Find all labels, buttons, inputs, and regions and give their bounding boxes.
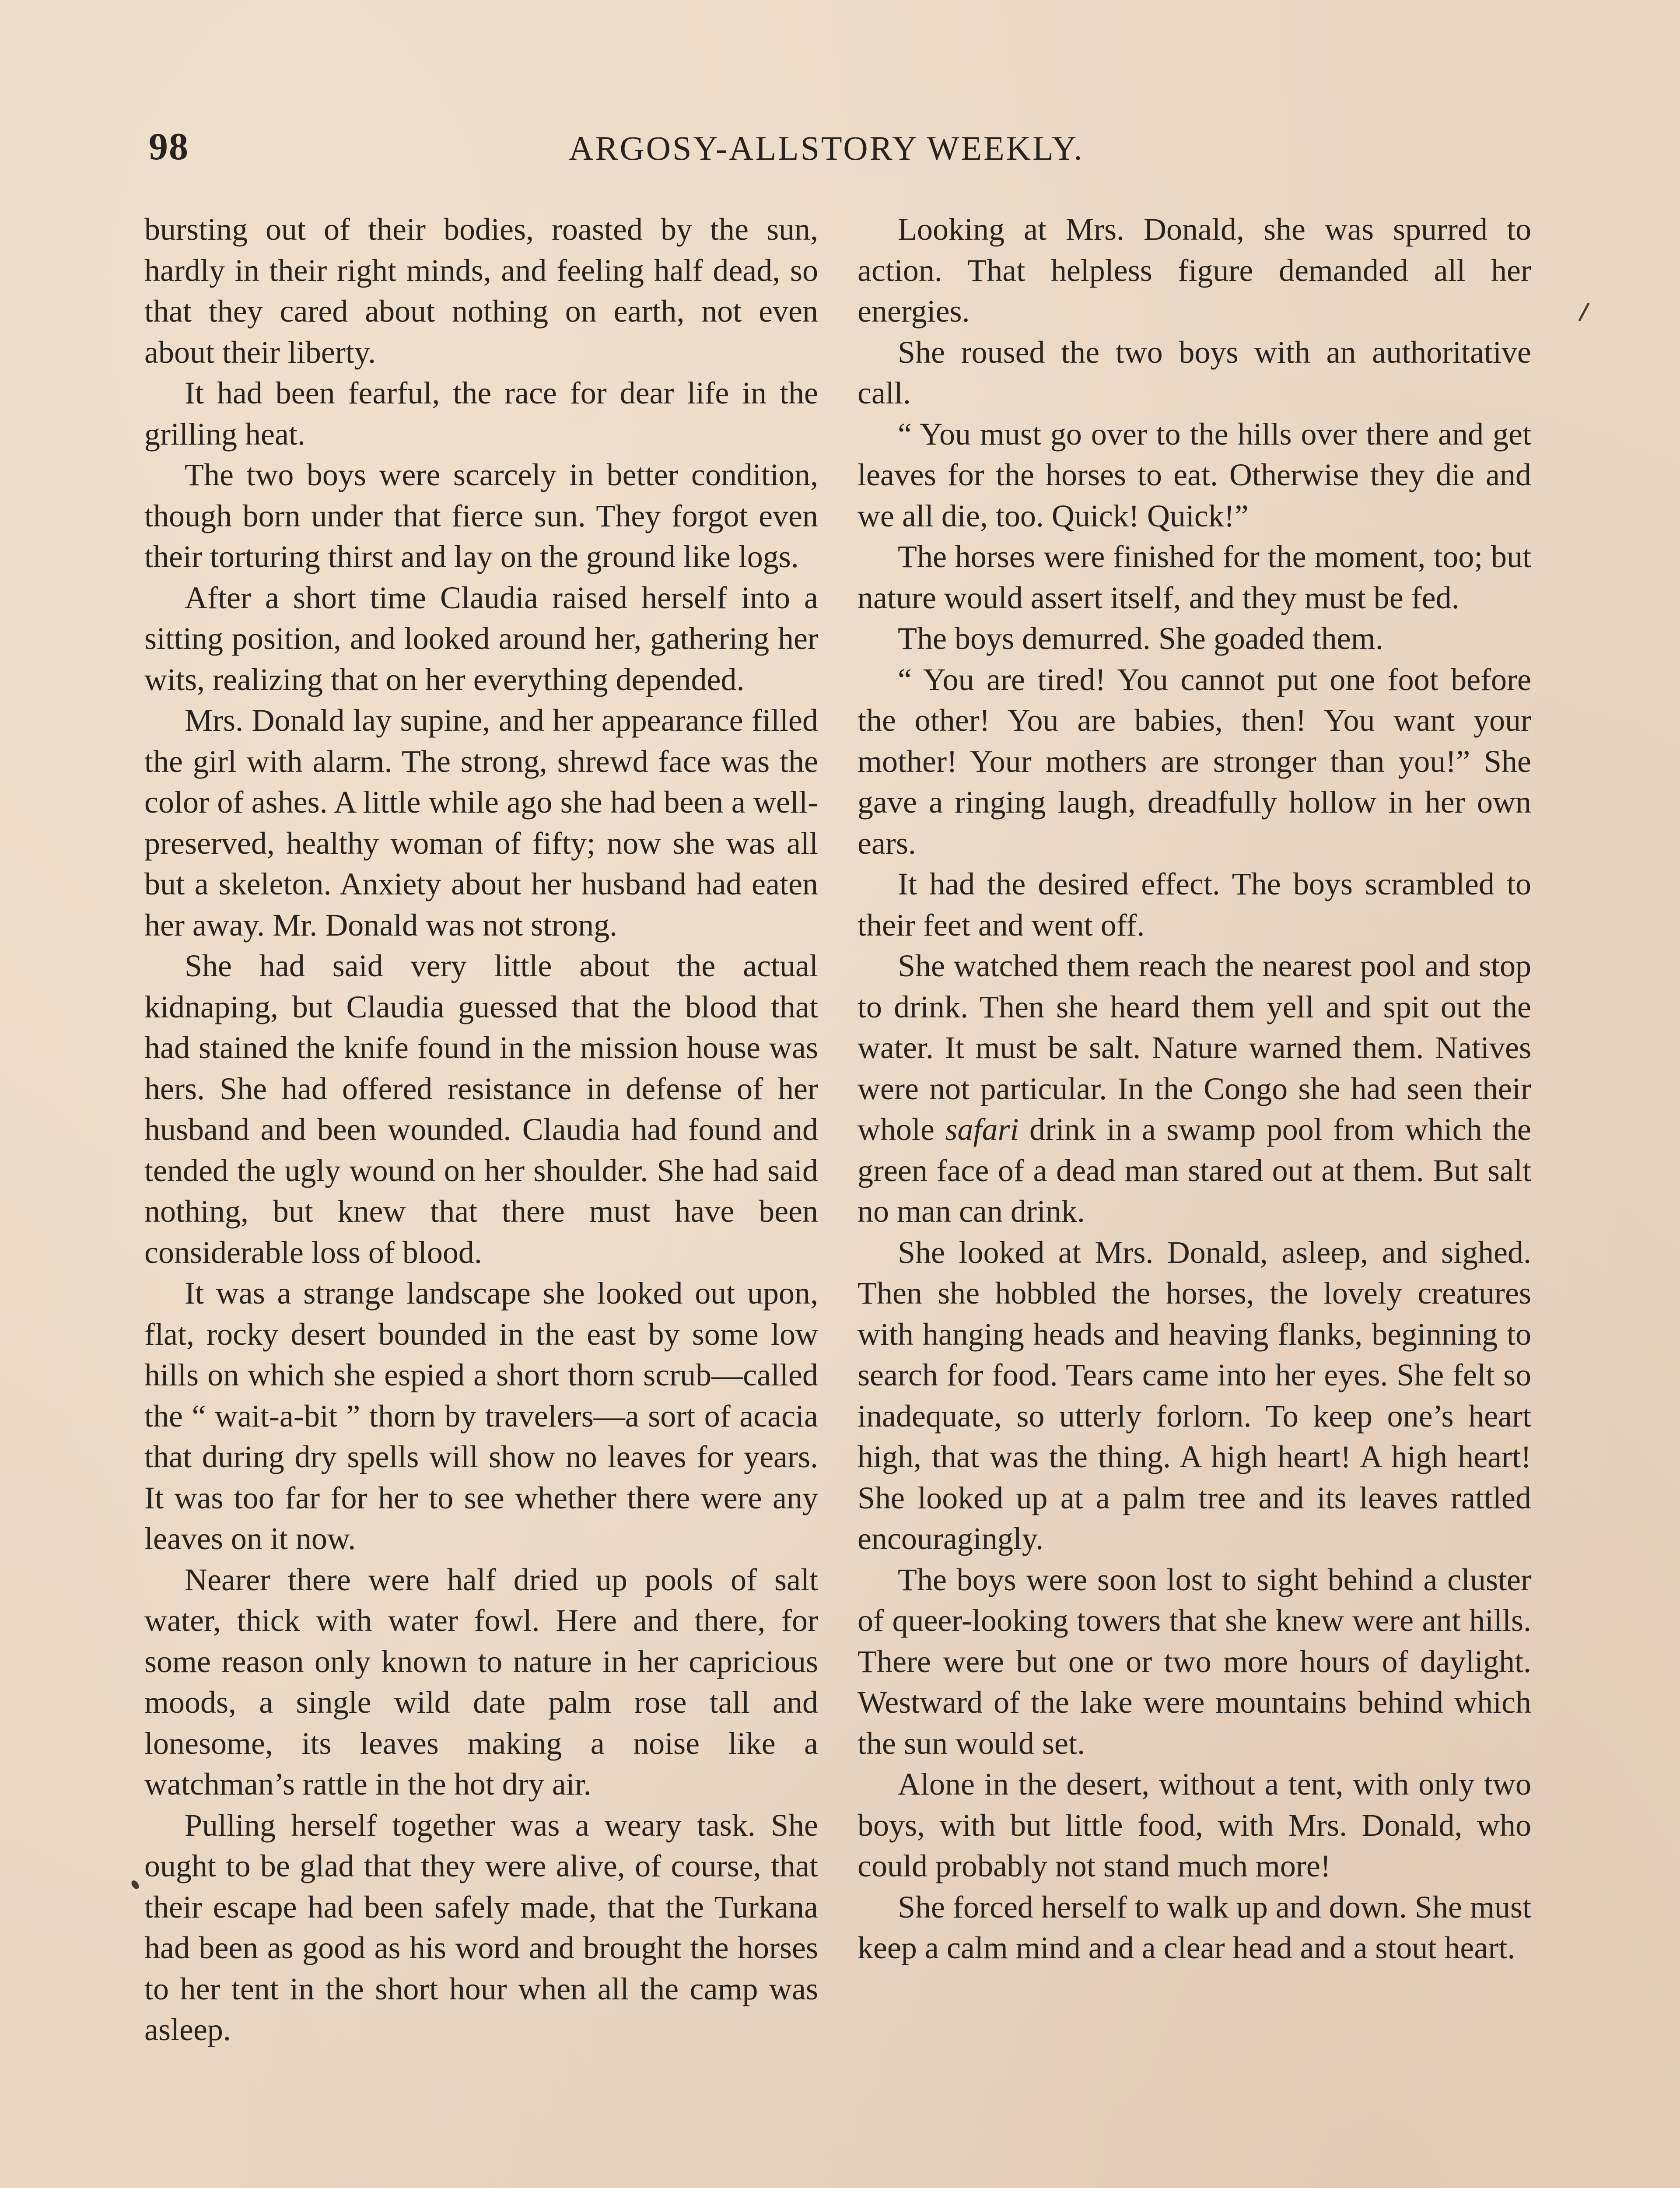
- pencil-mark: [1578, 303, 1589, 322]
- paragraph: Nearer there were half dried up pools of salt water, thick with water fowl. Here and there, for some reason only known to nature in her capricious moods, a single wild date palm rose tall and lonesome, its leaves making a noise like a watchman’s rattle in the hot dry air.: [144, 1562, 818, 1802]
- paragraph: It had been fearful, the race for dear life in the grilling heat.: [144, 375, 818, 452]
- paragraph: The boys were soon lost to sight behind a cluster of queer-looking towers that she knew were ant hills. There were but one or two more hours of daylight. Westward of the lake were mountains behind which the sun would set.: [858, 1562, 1531, 1761]
- paragraph: She forced herself to walk up and down. She must keep a calm mind and a clear head and a stout heart.: [858, 1889, 1531, 1965]
- paragraph: The two boys were scarcely in better condition, though born under that fierce sun. They forgot even their torturing thirst and lay on the ground like logs.: [144, 457, 818, 574]
- paragraph: It was a strange landscape she looked out upon, flat, rocky desert bounded in the east by some low hills on which she espied a short thorn scrub—called the “ wait-a-bit ” thorn by travelers—a sort of acacia that during dry spells will show no leaves for years. It was too far for her to see whether there were any leaves on it now.: [144, 1276, 818, 1556]
- ink-spot: [130, 1879, 140, 1890]
- left-column: [144, 209, 818, 2051]
- paragraph: She roused the two boys with an authoritative call.: [858, 334, 1531, 410]
- paragraph: She looked at Mrs. Donald, asleep, and sighed. Then she hobbled the horses, the lovely creatures with hanging heads and heaving flanks, beginning to search for food. Tears came into her eyes. She felt so inadequate, so utterly forlorn. To keep one’s heart high, that was the thing. A high heart! A high heart! She looked up at a palm tree and its leaves rattled encouragingly.: [858, 1234, 1531, 1556]
- paragraph: bursting out of their bodies, roasted by the sun, hardly in their right minds, and feeling half dead, so that they cared about nothing on earth, not even about their liberty.: [144, 212, 818, 370]
- text-run: drink in a swamp pool from which the green face of a dead man stared out at them. But salt no man can drink.: [858, 1112, 1532, 1229]
- paragraph: The boys demurred. She goaded them.: [898, 621, 1383, 656]
- paragraph: After a short time Claudia raised herself into a sitting position, and looked around her, gathering her wits, realizing that on her everything depended.: [144, 580, 818, 697]
- text-run: She watched them reach the nearest pool and stop to drink. Then she heard them yell and spit out the water. It must be salt. Nature warned them. Natives were not particular. In the Congo she had seen their whole: [858, 948, 1531, 1147]
- paragraph: [858, 946, 1531, 1232]
- paragraph: “ You must go over to the hills over there and get leaves for the horses to eat. Otherwise they die and we all die, too. Quick! Quick!”: [858, 416, 1531, 533]
- paragraph: Alone in the desert, without a tent, with only two boys, with but little food, with Mrs. Donald, who could probably not stand much more!: [858, 1767, 1531, 1883]
- paragraph: Pulling herself together was a weary task. She ought to be glad that they were alive, of course, that their escape had been safely made, that the Turkana had been as good as his word and brought the horses to her tent in the short hour when all the camp was asleep.: [144, 1807, 818, 2047]
- running-head: ARGOSY-ALLSTORY WEEKLY.: [569, 129, 1084, 167]
- paragraph: It had the desired effect. The boys scrambled to their feet and went off.: [858, 866, 1531, 943]
- paragraph: Mrs. Donald lay supine, and her appearance filled the girl with alarm. The strong, shrewd face was the color of ashes. A little while ago she had been a well-preserved, healthy woman of fifty; now she was all but a skeleton. Anxiety about her husband had eaten her away. Mr. Donald was not strong.: [144, 703, 818, 943]
- paragraph: “ You are tired! You cannot put one foot before the other! You are babies, then! You want your mother! Your mothers are stronger than you!” She gave a ringing laugh, dreadfully hollow in her own ears.: [858, 662, 1531, 861]
- page-number: 98: [149, 126, 189, 168]
- italic-word: safari: [945, 1112, 1019, 1147]
- paragraph: The horses were finished for the moment, too; but nature would assert itself, and they must be fed.: [858, 539, 1531, 615]
- right-column: [858, 209, 1531, 1969]
- paragraph: Looking at Mrs. Donald, she was spurred to action. That helpless figure demanded all her energies.: [858, 212, 1531, 329]
- paragraph: She had said very little about the actual kidnaping, but Claudia guessed that the blood that had stained the knife found in the mission house was hers. She had offered resistance in defense of her husband and been wounded. Claudia had found and tended the ugly wound on her shoulder. She had said nothing, but knew that there must have been considerable loss of blood.: [144, 948, 818, 1270]
